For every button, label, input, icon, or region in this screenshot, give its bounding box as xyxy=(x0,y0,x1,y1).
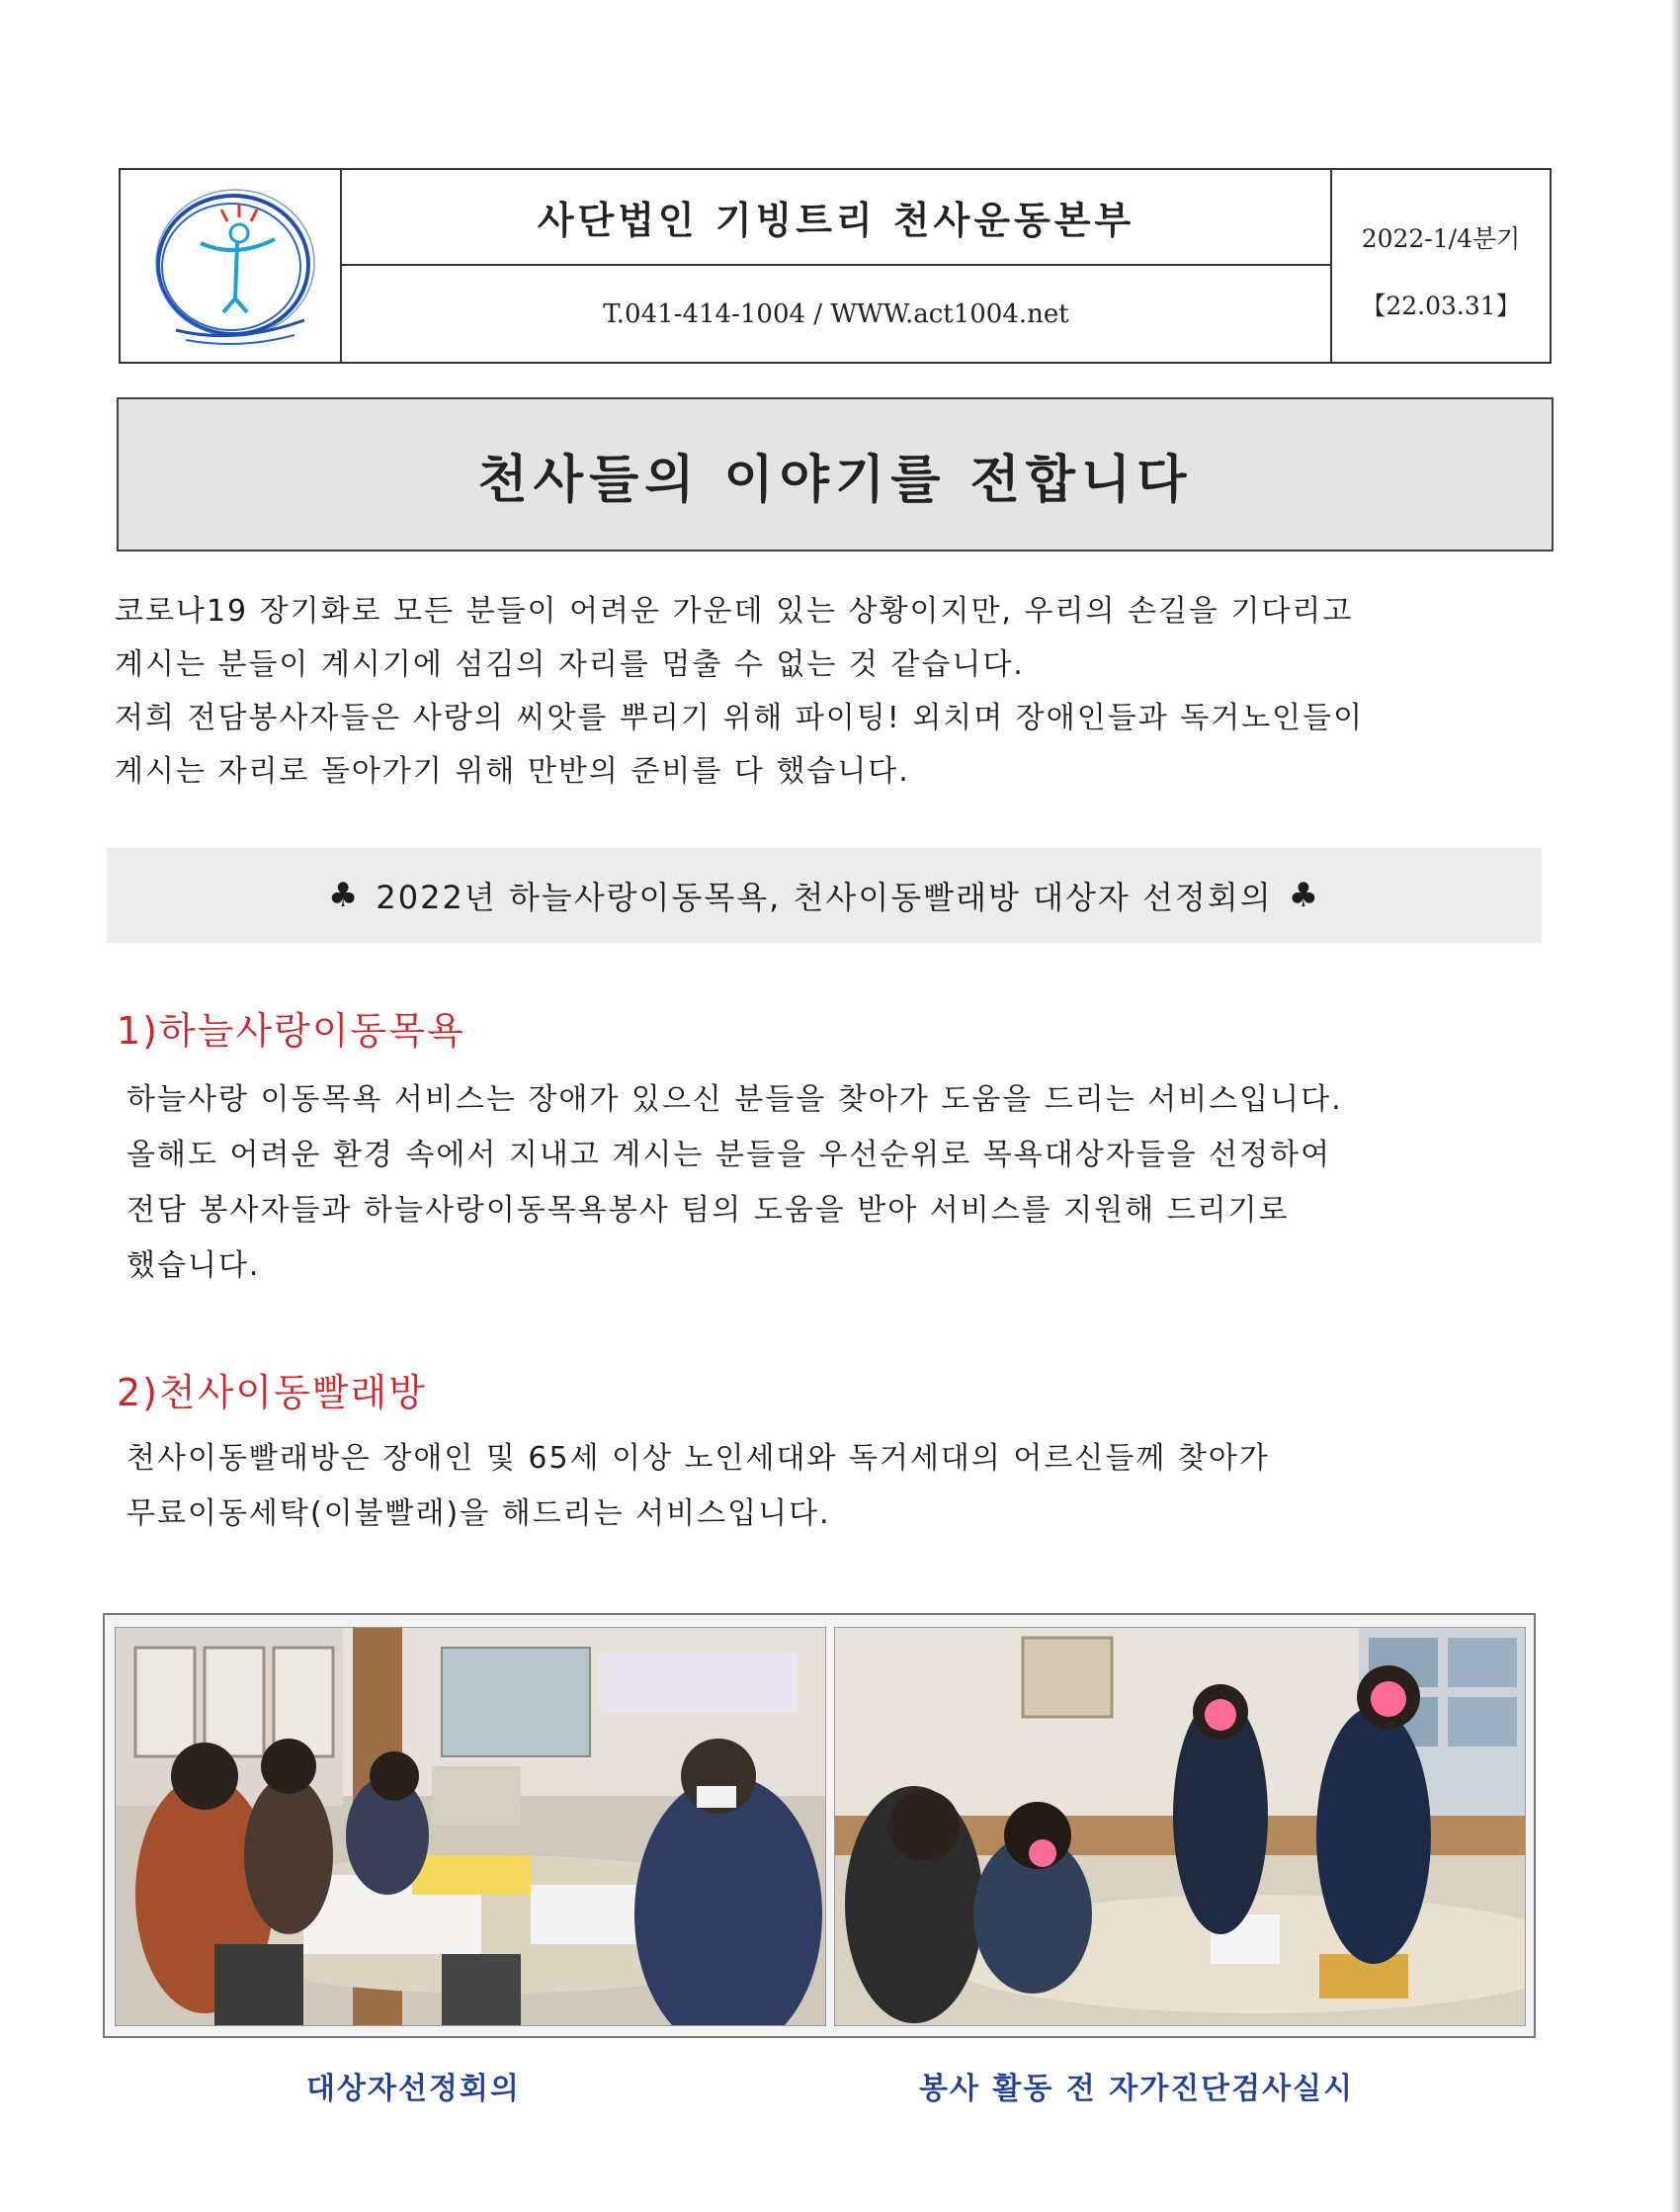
logo-cell xyxy=(121,170,342,362)
issue-date: 【22.03.31】 xyxy=(1361,292,1521,320)
intro-line: 저희 전담봉사자들은 사랑의 씨앗를 뿌리기 위해 파이팅! 외치며 장애인들과 독거노인들이 xyxy=(115,701,1365,735)
item2-line: 천사이동빨래방은 장애인 및 65세 이상 노인세대와 독거세대의 어르신들께 찾아가 xyxy=(126,1441,1270,1476)
intro-line: 계시는 자리로 돌아가기 위해 만반의 준비를 다 했습니다. xyxy=(115,754,910,789)
organization-name: 사단법인 기빙트리 천사운동본부 xyxy=(342,170,1330,266)
meeting-photo xyxy=(115,1627,826,2026)
club-suit-icon: ♣ xyxy=(1288,876,1321,915)
issue-date-cell xyxy=(1330,170,1550,362)
section-title: 2022년 하늘사랑이동목욕, 천사이동빨래방 대상자 선정회의 xyxy=(376,879,1273,916)
section-banner xyxy=(107,848,1542,943)
item1-line: 했습니다. xyxy=(126,1248,261,1283)
item1-line: 올해도 어려운 환경 속에서 지내고 계시는 분들을 우선순위로 목욕대상자들을 선정하여 xyxy=(126,1138,1332,1172)
newsletter-header xyxy=(119,168,1552,364)
left-photo-caption: 대상자선정회의 xyxy=(306,2072,521,2106)
item1-line: 전담 봉사자들과 하늘사랑이동목욕봉사 팀의 도움을 받아 서비스를 지원해 드리기로 xyxy=(126,1193,1290,1228)
page-title: 천사들의 이야기를 전합니다 xyxy=(117,397,1554,552)
issue-quarter: 2022-1/4분기 xyxy=(1361,224,1521,253)
club-suit-icon: ♣ xyxy=(327,876,361,915)
contact-info: T.041-414-1004 / WWW.act1004.net xyxy=(603,298,1069,329)
intro-line: 코로나19 장기화로 모든 분들이 어려운 가운데 있는 상황이지만, 우리의 손길을 기다리고 xyxy=(115,594,1354,629)
item1-paragraph xyxy=(126,1072,1569,1294)
scan-edge-shadow xyxy=(1670,0,1680,2212)
photo-frame xyxy=(103,1613,1536,2038)
item2-paragraph xyxy=(126,1431,1569,1542)
item2-heading: 2)천사이동빨래방 xyxy=(117,1371,427,1414)
item2-line: 무료이동세탁(이불빨래)을 해드리는 서비스입니다. xyxy=(126,1496,831,1531)
intro-paragraph xyxy=(115,585,1567,799)
item1-heading: 1)하늘사랑이동목욕 xyxy=(117,1009,465,1053)
item1-line: 하늘사랑 이동목욕 서비스는 장애가 있으신 분들을 찾아가 도움을 드리는 서비스입니다. xyxy=(126,1082,1343,1117)
intro-line: 계시는 분들이 계시기에 섬김의 자리를 멈출 수 없는 것 같습니다. xyxy=(115,647,1025,682)
right-photo-caption: 봉사 활동 전 자가진단검사실시 xyxy=(919,2072,1355,2106)
angel-ring-logo-icon xyxy=(146,182,319,352)
self-test-photo xyxy=(834,1627,1526,2026)
